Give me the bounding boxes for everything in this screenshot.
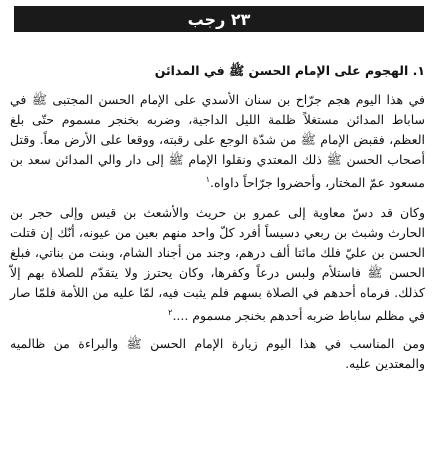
paragraph-1 — [10, 90, 425, 193]
paragraph-2 — [10, 203, 425, 326]
paragraph-1-text: في هذا اليوم هجم جرّاح بن سنان الأسدي على الإمام الحسن المجتبى ﷺ في ساباط المدائن مستغلاً ظلمة الليل الداجية، وضربه بخنجر مسموم حتّى بلغ العظم، فقبض الإمام ﷺ من شدّة الوجع على رقبته، ووقعا على الأرض معاً. وقتل أصحاب الحسن ﷺ ذلك المعتدي ونقلوا الإمام ﷺ إلى دار والي المدائن سعد بن مسعود عمّ المختار، وأحضروا جرّاحاً داواه. — [10, 92, 425, 191]
paragraph-3 — [10, 334, 425, 374]
footnote-marker-2: ٢ — [168, 308, 173, 318]
section-heading: ١. الهجوم على الإمام الحسن ﷺ في المدائن — [154, 63, 425, 78]
paragraph-2-text: وكان قد دسّ معاوية إلى عمرو بن حريث والأشعث بن قيس وإلى حجر بن الحارث وشبث بن ربعي دسيساً أفرد كلّ واحد منهم بعين من عيونه، أنّك إن قتلت الحسن بن عليّ فلك مائتا ألف درهم، وجند من أجناد الشام، وبنت من بناتي، فبلغ الحسن ﷺ فاستلأم ولبس درعاً وكفرها، وكان يحترز ولا يتقدّم للصلاة بهم إلاّ كذلك. فرماه أحدهم في الصلاة بسهم فلم يثبت فيه، لمّا عليه من اللأمة فلمّا صار في مظلم ساباط ضربه أحدهم بخنجر مسموم .... — [10, 205, 425, 324]
date-banner-title: ٢٣ رجب — [187, 9, 251, 29]
document-body — [10, 62, 425, 374]
date-banner — [14, 6, 424, 32]
footnote-marker-1: ١ — [205, 175, 211, 184]
paragraph-3-text: ومن المناسب في هذا اليوم زيارة الإمام الحسن ﷺ والبراءة من ظالميه والمعتدين عليه. — [10, 336, 425, 372]
